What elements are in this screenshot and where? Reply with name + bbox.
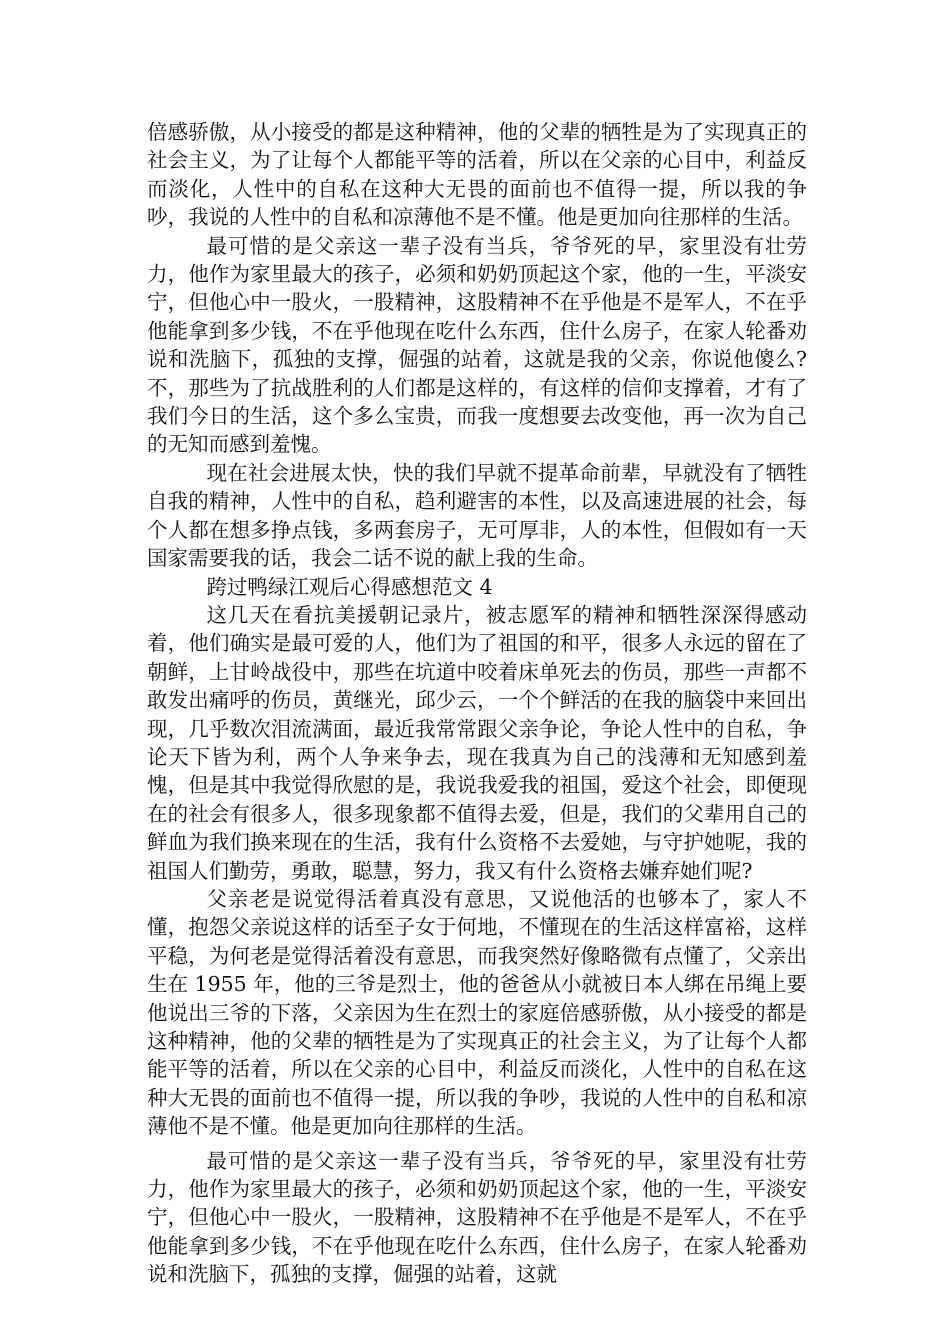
paragraph-2: 最可惜的是父亲这一辈子没有当兵，爷爷死的早，家里没有壮劳力，他作为家里最大的孩子，必须和奶奶顶起这个家，他的一生，平淡安宁，但他心中一股火，一股精神，这股精神不在乎他是不是军人，不在乎他能拿到多少钱，不在乎他现在吃什么东西，住什么房子，在家人轮番劝说和洗脑下，孤独的支撑，倔强的站着，这就是我的父亲，你说他傻么?不，那些为了抗战胜利的人们都是这样的，有这样的信仰支撑着，才有了我们今日的生活，这个多么宝贵，而我一度想要去改变他，再一次为自己的无知而感到羞愧。 (147, 233, 807, 457)
paragraph-4: 这几天在看抗美援朝记录片，被志愿军的精神和牺牲深深得感动着，他们确实是最可爱的人，他们为了祖国的和平，很多人永远的留在了朝鲜，上甘岭战役中，那些在坑道中咬着床单死去的伤员，那些一声都不敢发出痛呼的伤员，黄继光，邱少云，一个个鲜活的在我的脑袋中来回出现，几乎数次泪流满面，最近我常常跟父亲争论，争论人性中的自私，争论天下皆为利，两个人争来争去，现在我真为自己的浅薄和无知感到羞愧，但是其中我觉得欣慰的是，我说我爱我的祖国，爱这个社会，即便现在的社会有很多人，很多现象都不值得去爱，但是，我们的父辈用自己的鲜血为我们换来现在的生活，我有什么资格不去爱她，与守护她呢，我的祖国人们勤劳，勇敢，聪慧，努力，我又有什么资格去嫌弃她们呢? (147, 602, 807, 883)
paragraph-3: 现在社会进展太快，快的我们早就不提革命前辈，早就没有了牺牲自我的精神，人性中的自私，趋利避害的本性，以及高速进展的社会，每个人都在想多挣点钱，多两套房子，无可厚非，人的本性，但假如有一天国家需要我的话，我会二话不说的献上我的生命。 (147, 460, 807, 571)
paragraph-1: 倍感骄傲，从小接受的都是这种精神，他的父辈的牺牲是为了实现真正的社会主义，为了让每个人都能平等的活着，所以在父亲的心目中，利益反而淡化，人性中的自私在这种大无畏的面前也不值得一提，所以我的争吵，我说的人性中的自私和凉薄他不是不懂。他是更加向往那样的生活。 (147, 120, 807, 230)
paragraph-6: 最可惜的是父亲这一辈子没有当兵，爷爷死的早，家里没有壮劳力，他作为家里最大的孩子，必须和奶奶顶起这个家，他的一生，平淡安宁，但他心中一股火，一股精神，这股精神不在乎他是不是军人，不在乎他能拿到多少钱，不在乎他现在吃什么东西，住什么房子，在家人轮番劝说和洗脑下，孤独的支撑，倔强的站着，这就 (147, 1148, 807, 1287)
section-heading: 跨过鸭绿江观后心得感想范文 4 (206, 574, 493, 599)
paragraph-5: 父亲老是说觉得活着真没有意思，又说他活的也够本了，家人不懂，抱怨父亲说这样的话至子女于何地，不懂现在的生活这样富裕，这样平稳，为何老是觉得活着没有意思，而我突然好像略微有点懂了，父亲出生在 1955 年，他的三爷是烈士，他的爸爸从小就被日本人绑在吊绳上要他说出三爷的下落，父亲因为生在烈士的家庭倍感骄傲，从小接受的都是这种精神，他的父辈的牺牲是为了实现真正的社会主义，为了让每个人都能平等的活着，所以在父亲的心目中，利益反而淡化，人性中的自私在这种大无畏的面前也不值得一提，所以我的争吵，我说的人性中的自私和凉薄他不是不懂。他是更加向往那样的生活。 (147, 886, 807, 1139)
document-body (147, 118, 807, 1289)
